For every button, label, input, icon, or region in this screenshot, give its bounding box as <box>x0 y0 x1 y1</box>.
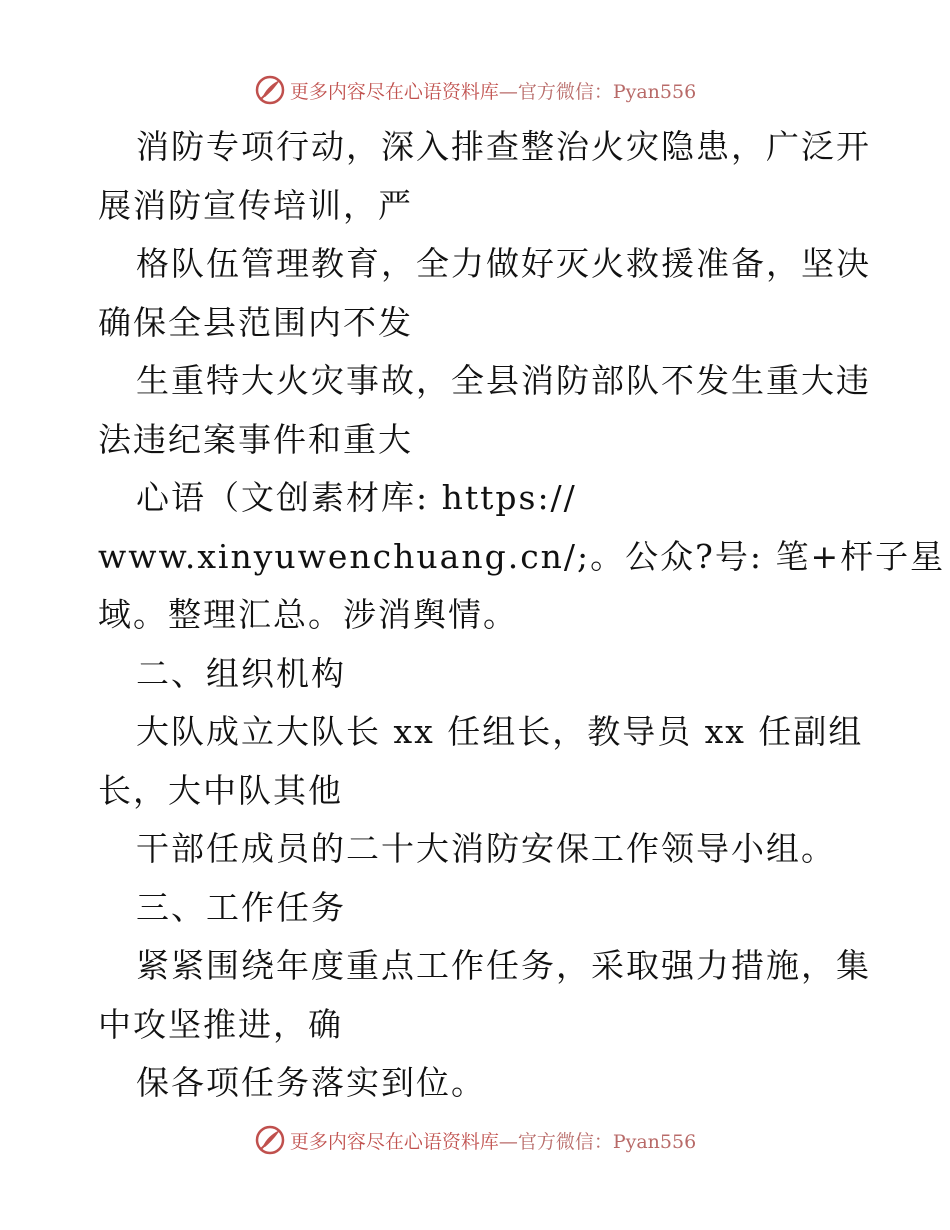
text-line: 干部任成员的二十大消防安保工作领导小组。 <box>136 829 836 868</box>
text-line: 域。整理汇总。涉消舆情。 <box>98 595 518 634</box>
banner-main: 更多内容尽在心语资料库 <box>289 80 499 103</box>
text-line: 法违纪案事件和重大 <box>98 419 413 459</box>
text-line: 三、工作任务 <box>136 887 346 927</box>
banner-sub: 官方微信：Pyan556 <box>517 80 697 103</box>
header-banner <box>0 70 950 110</box>
text-line: 心语（文创素材库: https:// <box>136 478 577 517</box>
text-line: 长，大中队其他 <box>98 770 343 810</box>
banner-sep: — <box>498 1130 518 1153</box>
text-line: 紧紧围绕年度重点工作任务，采取强力措施，集 <box>136 946 871 985</box>
text-line: 展消防宣传培训，严 <box>98 185 413 225</box>
text-line: 中攻坚推进，确 <box>98 1004 343 1044</box>
text-line: 格队伍管理教育，全力做好灭火救援准备，坚决 <box>136 244 871 283</box>
banner-sep: — <box>498 80 518 103</box>
text-line: 生重特大火灾事故，全县消防部队不发生重大违 <box>136 361 871 400</box>
document-body <box>98 118 946 1113</box>
banner-main: 更多内容尽在心语资料库 <box>289 1130 499 1153</box>
footer-banner <box>0 1120 950 1160</box>
quill-logo-icon <box>254 1124 286 1156</box>
text-line: 保各项任务落实到位。 <box>136 1063 486 1102</box>
banner-text <box>290 1127 696 1154</box>
quill-logo-icon <box>254 74 286 106</box>
banner-text <box>290 77 696 104</box>
text-line: 确保全县范围内不发 <box>98 302 413 342</box>
text-line: 消防专项行动，深入排查整治火灾隐患，广泛开 <box>136 127 871 166</box>
text-line: 大队成立大队长 xx 任组长，教导员 xx 任副组 <box>136 712 864 751</box>
text-line: 二、组织机构 <box>136 653 346 693</box>
text-line: www.xinyuwenchuang.cn/;。公众?号: 笔+杆子星 <box>98 536 946 576</box>
banner-sub: 官方微信：Pyan556 <box>517 1130 697 1153</box>
